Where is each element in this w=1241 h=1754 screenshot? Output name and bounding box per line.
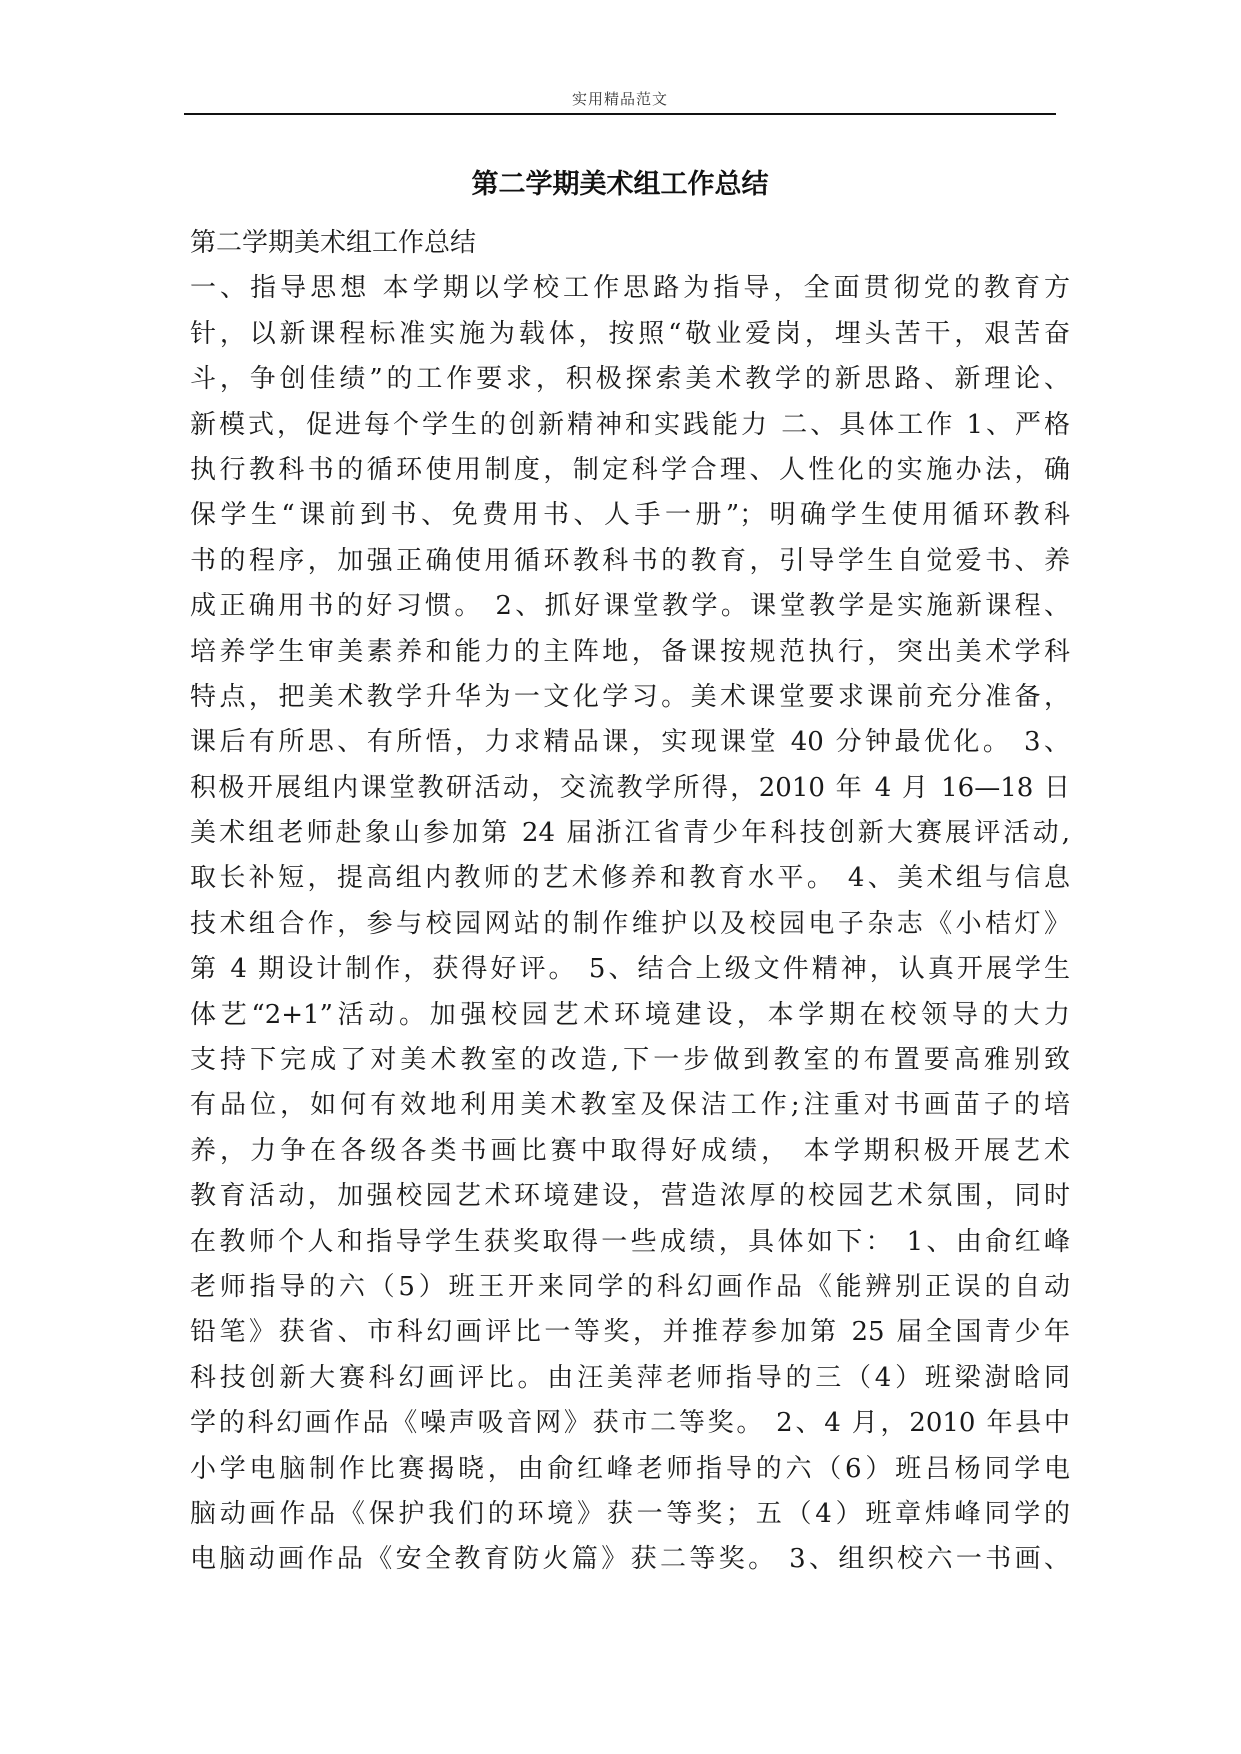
body-line: 斗，争创佳绩”的工作要求，积极探索美术教学的新思路、新理论、 <box>190 364 1070 395</box>
body-line: 在教师个人和指导学生获奖取得一些成绩，具体如下： 1、由俞红峰 <box>190 1226 1070 1257</box>
body-line: 特点，把美术教学升华为一文化学习。美术课堂要求课前充分准备， <box>190 681 1070 712</box>
body-line: 取长补短，提高组内教师的艺术修养和教育水平。 4、美术组与信息 <box>190 863 1070 894</box>
body-line: 第二学期美术组工作总结 <box>190 228 477 258</box>
body-line: 积极开展组内课堂教研活动，交流教学所得，2010 年 4 月 16—18 日 <box>190 772 1070 803</box>
body-line: 支持下完成了对美术教室的改造,下一步做到教室的布置要高雅别致 <box>190 1045 1070 1076</box>
body-line: 铅笔》获省、市科幻画评比一等奖，并推荐参加第 25 届全国青少年 <box>190 1317 1070 1348</box>
body-line: 新模式，促进每个学生的创新精神和实践能力 二、具体工作 1、严格 <box>190 409 1070 440</box>
body-line: 技术组合作，参与校园网站的制作维护以及校园电子杂志《小桔灯》 <box>190 908 1070 939</box>
body-line: 科技创新大赛科幻画评比。由汪美萍老师指导的三（4）班梁澍晗同 <box>190 1362 1070 1393</box>
body-line: 小学电脑制作比赛揭晓，由俞红峰老师指导的六（6）班吕杨同学电 <box>190 1453 1070 1484</box>
body-line: 美术组老师赴象山参加第 24 届浙江省青少年科技创新大赛展评活动, <box>190 818 1070 849</box>
body-line: 培养学生审美素养和能力的主阵地，备课按规范执行，突出美术学科 <box>190 636 1070 667</box>
body-line: 学的科幻画作品《噪声吸音网》获市二等奖。 2、4 月，2010 年县中 <box>190 1408 1070 1439</box>
body-line: 针，以新课程标准实施为载体，按照“敬业爱岗，埋头苦干，艰苦奋 <box>190 318 1070 349</box>
body-line: 成正确用书的好习惯。 2、抓好课堂教学。课堂教学是实施新课程、 <box>190 591 1070 622</box>
body-line: 脑动画作品《保护我们的环境》获一等奖；五（4）班章炜峰同学的 <box>190 1498 1070 1529</box>
document-title: 第二学期美术组工作总结 <box>471 169 769 200</box>
document-body <box>190 221 1070 1583</box>
page-header: 实用精品范文 <box>571 90 668 108</box>
body-line: 课后有所思、有所悟，力求精品课，实现课堂 40 分钟最优化。 3、 <box>190 727 1070 758</box>
body-line: 老师指导的六（5）班王开来同学的科幻画作品《能辨别正误的自动 <box>190 1271 1070 1302</box>
body-line: 保学生“课前到书、免费用书、人手一册”；明确学生使用循环教科 <box>190 500 1070 531</box>
body-line: 第 4 期设计制作，获得好评。 5、结合上级文件精神，认真开展学生 <box>190 954 1070 985</box>
body-line: 执行教科书的循环使用制度，制定科学合理、人性化的实施办法，确 <box>190 454 1070 485</box>
body-line: 书的程序，加强正确使用循环教科书的教育，引导学生自觉爱书、养 <box>190 545 1070 576</box>
body-line: 体艺“2+1”活动。加强校园艺术环境建设，本学期在校领导的大力 <box>190 999 1070 1030</box>
body-line: 有品位，如何有效地利用美术教室及保洁工作;注重对书画苗子的培 <box>190 1090 1070 1121</box>
body-line: 电脑动画作品《安全教育防火篇》获二等奖。 3、组织校六一书画、 <box>190 1544 1070 1575</box>
body-line: 养，力争在各级各类书画比赛中取得好成绩， 本学期积极开展艺术 <box>190 1135 1070 1166</box>
body-line: 一、指导思想 本学期以学校工作思路为指导，全面贯彻党的教育方 <box>190 273 1070 304</box>
body-line: 教育活动，加强校园艺术环境建设，营造浓厚的校园艺术氛围，同时 <box>190 1181 1070 1212</box>
header-divider <box>184 113 1056 115</box>
